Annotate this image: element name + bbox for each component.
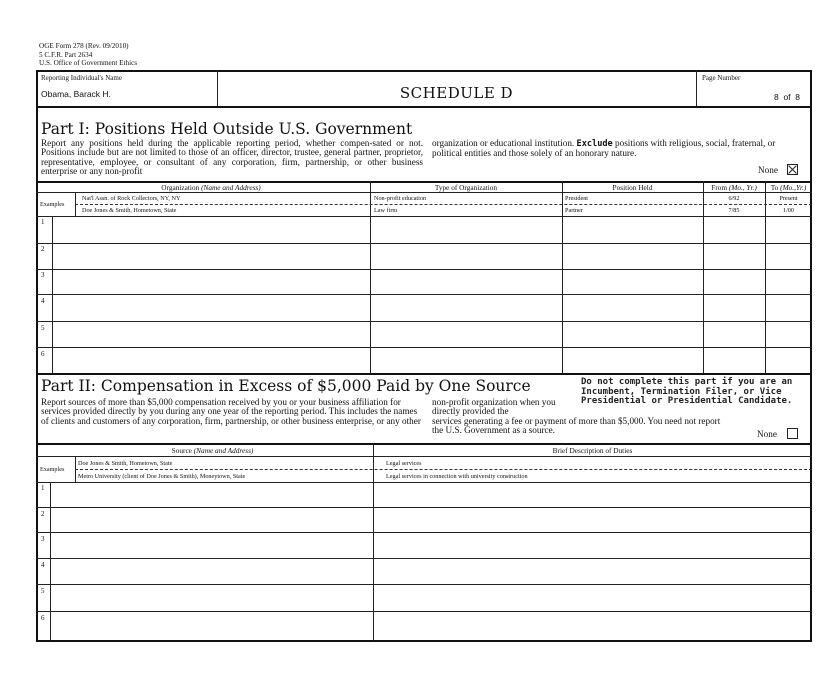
divider bbox=[50, 482, 51, 641]
divider bbox=[36, 347, 812, 348]
part2-warning: Do not complete this part if you are an Incumbent, Termination Filer, or Vice Presidential or Presidential Candidate. bbox=[581, 377, 793, 406]
part1-row-number: 2 bbox=[41, 245, 45, 253]
col-org-label: Organization bbox=[161, 183, 200, 192]
divider bbox=[370, 181, 371, 373]
name-label: Reporting Individual's Name bbox=[41, 74, 122, 82]
col-to-italic: (Mo.,Yr.) bbox=[780, 183, 807, 192]
col-source-italic: (Name and Address) bbox=[193, 446, 254, 455]
part2-none-label: None bbox=[757, 429, 777, 439]
col-header-source bbox=[52, 446, 373, 455]
divider bbox=[562, 181, 563, 373]
divider bbox=[36, 192, 812, 193]
example2-org: Doe Jones & Smith, Hometown, State bbox=[82, 207, 177, 214]
part2-row-number: 2 bbox=[41, 510, 45, 518]
part1-row-number: 3 bbox=[41, 271, 45, 279]
part2-examples-label: Examples bbox=[40, 466, 65, 473]
divider bbox=[36, 507, 812, 508]
col-header-type: Type of Organization bbox=[434, 183, 498, 192]
divider bbox=[36, 532, 812, 533]
part2-description-left: Report sources of more than $5,000 compensation received by you or your business affiliation for services provided directly by you during any one year of the reporting period. This includes the names of clients and customers of any corporation, firm, partnership, or other business enterprise, or any other bbox=[41, 397, 421, 426]
col-header-position: Position Held bbox=[612, 183, 653, 192]
agency-name: U.S. Office of Government Ethics bbox=[39, 59, 138, 68]
part2-row-number: 4 bbox=[41, 561, 45, 569]
p2-example1-source: Doe Jones & Smith, Hometown, State bbox=[78, 460, 173, 467]
part1-row-number: 5 bbox=[41, 324, 45, 332]
part1-description-left: Report any positions held during the applicable reporting period, whether compen-sated or not. Positions include but are not limited to those of an officer, director, trustee, general partner, proprietor, representative, employee, or consultant of any corporation, firm, partnership, or other business enterprise or any non-profit bbox=[41, 138, 423, 177]
page-number-label: Page Number bbox=[702, 74, 741, 82]
form-meta bbox=[39, 42, 137, 68]
divider bbox=[36, 106, 812, 108]
part2-description-mid: non-profit organization when you directly provided the bbox=[432, 397, 556, 417]
part2-description-bottom: services generating a fee or payment of more than $5,000. You need not report the U.S. Government as a source. bbox=[432, 416, 721, 436]
example1-org: Nat'l Assn. of Rock Collectors, NY, NY bbox=[82, 195, 181, 202]
p2-example2-duties: Legal services in connection with university construction bbox=[386, 473, 528, 480]
example1-to: Present bbox=[779, 195, 798, 202]
col-from-italic: (Mo., Yr.) bbox=[728, 183, 757, 192]
part2-title: Part II: Compensation in Excess of $5,000 Paid by One Source bbox=[41, 377, 531, 395]
col-header-organization bbox=[52, 183, 370, 192]
part2-row-number: 6 bbox=[41, 614, 45, 622]
part2-row-number: 3 bbox=[41, 535, 45, 543]
part1-desc-pre: organization or educational institution. bbox=[432, 138, 575, 148]
cfr-reference: 5 C.F.R. Part 2634 bbox=[39, 50, 93, 59]
divider bbox=[36, 321, 812, 322]
col-header-to bbox=[765, 183, 812, 192]
part1-description-right bbox=[432, 139, 777, 159]
form-number: OGE Form 278 (Rev. 09/2010) bbox=[39, 42, 129, 50]
example1-from: 6/92 bbox=[728, 195, 740, 202]
divider bbox=[36, 294, 812, 295]
example2-position: Partner bbox=[565, 207, 583, 214]
part1-desc-exclude: Exclude bbox=[576, 139, 613, 149]
part1-examples-label: Examples bbox=[40, 201, 65, 208]
part1-row-number: 4 bbox=[41, 297, 45, 305]
reporting-individual-name: Obama, Barack H. bbox=[41, 89, 111, 99]
schedule-title: SCHEDULE D bbox=[399, 84, 514, 102]
part1-none-label: None bbox=[758, 165, 778, 175]
part2-row-number: 1 bbox=[41, 484, 45, 492]
col-from-label: From bbox=[711, 183, 727, 192]
divider bbox=[36, 373, 812, 375]
part2-row-number: 5 bbox=[41, 587, 45, 595]
divider bbox=[36, 216, 812, 217]
divider bbox=[75, 204, 812, 205]
col-org-italic: (Name and Address) bbox=[201, 183, 261, 192]
divider bbox=[36, 558, 812, 559]
divider bbox=[36, 584, 812, 585]
divider bbox=[696, 70, 697, 107]
example2-type: Law firm bbox=[374, 207, 398, 214]
part1-row-number: 1 bbox=[41, 218, 45, 226]
divider bbox=[36, 456, 812, 457]
example1-type: Non-profit education bbox=[374, 195, 427, 202]
divider bbox=[36, 611, 812, 612]
part1-none-checkbox[interactable] bbox=[787, 164, 798, 175]
part1-title: Part I: Positions Held Outside U.S. Government bbox=[41, 120, 413, 138]
divider bbox=[36, 443, 812, 445]
page-number-value: 8 of 8 bbox=[774, 92, 800, 102]
divider bbox=[75, 469, 812, 470]
divider bbox=[36, 482, 812, 483]
col-source-label: Source bbox=[171, 446, 192, 455]
p2-example1-duties: Legal services bbox=[386, 460, 422, 467]
example1-position: President bbox=[565, 195, 589, 202]
col-header-from bbox=[703, 183, 765, 192]
p2-example2-source: Metro University (client of Doe Jones & Smith), Moneytown, State bbox=[78, 473, 246, 480]
col-header-duties: Brief Description of Duties bbox=[552, 446, 633, 455]
part1-desc-post: positions with religious, social, fraternal, or political entities and those solely of an honorary nature. bbox=[432, 138, 776, 159]
part2-none-checkbox[interactable] bbox=[787, 428, 798, 439]
divider bbox=[36, 243, 812, 244]
part1-row-number: 6 bbox=[41, 350, 45, 358]
divider bbox=[36, 269, 812, 270]
example2-to: 1/00 bbox=[782, 207, 794, 214]
col-to-label: To bbox=[770, 183, 779, 192]
example2-from: 7/85 bbox=[728, 207, 740, 214]
